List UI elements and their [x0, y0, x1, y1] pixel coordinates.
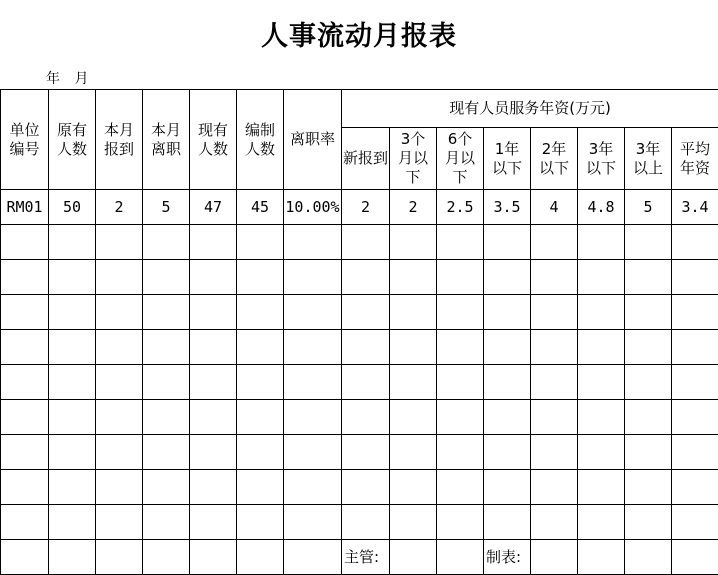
table-cell[interactable] [437, 400, 484, 435]
table-cell[interactable] [342, 295, 390, 330]
table-cell[interactable] [342, 365, 390, 400]
table-cell[interactable] [484, 435, 531, 470]
table-cell[interactable]: 45 [237, 190, 284, 225]
table-cell[interactable] [672, 225, 718, 260]
table-cell[interactable] [484, 260, 531, 295]
table-cell[interactable]: 4 [531, 190, 578, 225]
empty-row [1, 365, 718, 400]
table-cell[interactable] [390, 225, 437, 260]
table-cell[interactable] [578, 435, 625, 470]
header-sub: 2年以下 [531, 128, 578, 190]
header-sub: 新报到 [342, 128, 390, 190]
table-cell[interactable] [284, 540, 342, 575]
table-cell[interactable] [672, 295, 718, 330]
header-unit-no: 单位编号 [1, 90, 49, 190]
table-cell[interactable] [437, 540, 484, 575]
table-cell[interactable] [49, 540, 96, 575]
table-cell[interactable] [237, 365, 284, 400]
table-cell[interactable] [1, 505, 49, 540]
table-cell[interactable] [390, 435, 437, 470]
table-cell[interactable] [578, 260, 625, 295]
table-cell[interactable] [96, 505, 143, 540]
table-cell[interactable] [672, 260, 718, 295]
table-cell[interactable] [237, 225, 284, 260]
table-cell[interactable]: 5 [143, 190, 190, 225]
table-cell[interactable] [578, 330, 625, 365]
table-cell[interactable] [437, 365, 484, 400]
table-cell[interactable] [237, 295, 284, 330]
table-cell[interactable]: 2 [390, 190, 437, 225]
table-cell[interactable]: 2 [342, 190, 390, 225]
table-cell[interactable] [1, 295, 49, 330]
table-cell[interactable] [49, 295, 96, 330]
supervisor-label: 主管: [342, 540, 390, 575]
table-cell[interactable] [143, 435, 190, 470]
table-cell[interactable] [237, 400, 284, 435]
table-cell[interactable] [578, 505, 625, 540]
table-cell[interactable] [237, 505, 284, 540]
table-cell[interactable] [625, 505, 672, 540]
year-month-label: 年 月 [46, 68, 88, 88]
table-cell[interactable] [672, 470, 718, 505]
table-cell[interactable] [143, 400, 190, 435]
table-cell[interactable] [531, 435, 578, 470]
empty-row [1, 225, 718, 260]
table-cell[interactable] [1, 400, 49, 435]
table-cell[interactable] [237, 540, 284, 575]
table-cell[interactable] [437, 330, 484, 365]
table-cell[interactable] [96, 330, 143, 365]
table-cell[interactable] [143, 365, 190, 400]
table-cell[interactable] [143, 330, 190, 365]
table-cell[interactable] [484, 470, 531, 505]
table-cell[interactable] [578, 365, 625, 400]
report-title: 人事流动月报表 [0, 14, 718, 53]
table-cell[interactable] [237, 260, 284, 295]
table-cell[interactable] [1, 365, 49, 400]
table-cell[interactable] [237, 330, 284, 365]
table-cell[interactable]: RM01 [1, 190, 49, 225]
header-turnover: 离职率 [284, 90, 342, 190]
table-cell[interactable] [625, 260, 672, 295]
table-cell[interactable] [625, 540, 672, 575]
table-cell[interactable] [672, 365, 718, 400]
table-cell[interactable] [284, 225, 342, 260]
table-cell[interactable] [49, 400, 96, 435]
table-cell[interactable] [49, 260, 96, 295]
table-cell[interactable] [390, 505, 437, 540]
table-cell[interactable] [578, 295, 625, 330]
table-cell[interactable] [672, 435, 718, 470]
table-cell[interactable] [143, 540, 190, 575]
table-cell[interactable] [484, 400, 531, 435]
table-cell[interactable] [390, 540, 437, 575]
table-row [1, 190, 718, 225]
table-cell[interactable] [284, 505, 342, 540]
empty-row [1, 260, 718, 295]
table-cell[interactable] [49, 505, 96, 540]
table-cell[interactable] [672, 540, 718, 575]
empty-row [1, 470, 718, 505]
table-cell[interactable] [284, 365, 342, 400]
table-cell[interactable] [49, 225, 96, 260]
table-cell[interactable] [342, 260, 390, 295]
table-cell[interactable] [390, 330, 437, 365]
table-cell[interactable] [190, 295, 237, 330]
table-cell[interactable] [1, 260, 49, 295]
table-cell[interactable] [625, 400, 672, 435]
table-cell[interactable] [342, 505, 390, 540]
table-cell[interactable] [484, 225, 531, 260]
table-cell[interactable] [342, 400, 390, 435]
table-cell[interactable] [190, 225, 237, 260]
table-cell[interactable] [437, 505, 484, 540]
empty-row [1, 435, 718, 470]
table-cell[interactable] [284, 435, 342, 470]
table-cell[interactable] [342, 330, 390, 365]
table-cell[interactable] [284, 400, 342, 435]
header-original: 原有人数 [49, 90, 96, 190]
table-cell[interactable] [190, 540, 237, 575]
table-cell[interactable] [437, 295, 484, 330]
table-cell[interactable] [1, 330, 49, 365]
table-cell[interactable]: 5 [625, 190, 672, 225]
table-cell[interactable] [531, 330, 578, 365]
table-cell[interactable] [284, 295, 342, 330]
table-cell[interactable] [143, 470, 190, 505]
table-cell[interactable] [531, 295, 578, 330]
empty-row [1, 400, 718, 435]
table-cell[interactable] [625, 295, 672, 330]
table-cell[interactable] [390, 365, 437, 400]
header-joined: 本月报到 [96, 90, 143, 190]
table-cell[interactable]: 2.5 [437, 190, 484, 225]
table-cell[interactable] [390, 470, 437, 505]
table-cell[interactable] [96, 295, 143, 330]
table-cell[interactable] [531, 260, 578, 295]
table-cell[interactable] [578, 400, 625, 435]
table-cell[interactable] [1, 225, 49, 260]
table-cell[interactable] [672, 400, 718, 435]
table-cell[interactable] [342, 470, 390, 505]
table-cell[interactable] [190, 330, 237, 365]
header-sub: 3个月以下 [390, 128, 437, 190]
empty-row [1, 330, 718, 365]
table-cell[interactable] [484, 505, 531, 540]
table-cell[interactable] [96, 225, 143, 260]
table-cell[interactable] [96, 470, 143, 505]
empty-row [1, 505, 718, 540]
table-cell[interactable] [143, 260, 190, 295]
table-cell[interactable] [390, 260, 437, 295]
table-cell[interactable] [49, 330, 96, 365]
table-cell[interactable] [531, 225, 578, 260]
table-cell[interactable] [342, 435, 390, 470]
table-cell[interactable] [672, 505, 718, 540]
header-quota: 编制人数 [237, 90, 284, 190]
table-cell[interactable] [625, 435, 672, 470]
table-cell[interactable] [531, 365, 578, 400]
table-cell[interactable] [437, 435, 484, 470]
table-cell[interactable] [284, 260, 342, 295]
table-cell[interactable] [237, 470, 284, 505]
table-cell[interactable]: 3.4 [672, 190, 718, 225]
table-cell[interactable] [143, 295, 190, 330]
header-sub: 6个月以下 [437, 128, 484, 190]
empty-row [1, 295, 718, 330]
table-cell[interactable] [1, 540, 49, 575]
table-cell[interactable] [578, 470, 625, 505]
table-cell[interactable] [190, 400, 237, 435]
table-cell[interactable] [143, 505, 190, 540]
table-cell[interactable] [96, 260, 143, 295]
table-cell[interactable] [531, 470, 578, 505]
table-cell[interactable] [190, 260, 237, 295]
table-cell[interactable] [484, 365, 531, 400]
table-cell[interactable] [437, 260, 484, 295]
table-cell[interactable] [625, 365, 672, 400]
table-cell[interactable] [237, 435, 284, 470]
header-current: 现有人数 [190, 90, 237, 190]
table-cell[interactable] [284, 330, 342, 365]
table-cell[interactable]: 50 [49, 190, 96, 225]
header-sub: 平均年资 [672, 128, 718, 190]
preparer-label: 制表: [484, 540, 531, 575]
table-cell[interactable] [190, 365, 237, 400]
table-cell[interactable] [672, 330, 718, 365]
table-cell[interactable] [96, 400, 143, 435]
table-cell[interactable] [484, 295, 531, 330]
table-cell[interactable] [49, 365, 96, 400]
table-cell[interactable] [1, 435, 49, 470]
empty-row [1, 540, 718, 575]
table-cell[interactable] [437, 470, 484, 505]
table-cell[interactable] [96, 540, 143, 575]
table-cell[interactable] [49, 470, 96, 505]
table-cell[interactable] [390, 295, 437, 330]
table-cell[interactable] [96, 435, 143, 470]
table-cell[interactable] [625, 225, 672, 260]
header-left: 本月离职 [143, 90, 190, 190]
table-cell[interactable] [578, 540, 625, 575]
table-cell[interactable] [531, 505, 578, 540]
table-cell[interactable] [531, 400, 578, 435]
table-cell[interactable] [1, 470, 49, 505]
table-cell[interactable] [284, 470, 342, 505]
header-service-group: 现有人员服务年资(万元) [342, 90, 718, 128]
table-cell[interactable] [190, 505, 237, 540]
table-cell[interactable]: 10.00% [284, 190, 342, 225]
table-cell[interactable] [625, 470, 672, 505]
table-cell[interactable] [625, 330, 672, 365]
table-cell[interactable] [143, 225, 190, 260]
table-cell[interactable]: 4.8 [578, 190, 625, 225]
header-sub: 3年以下 [578, 128, 625, 190]
table-cell[interactable] [190, 470, 237, 505]
table-cell[interactable] [531, 540, 578, 575]
table-cell[interactable] [190, 435, 237, 470]
report-table [0, 89, 718, 575]
table-cell[interactable]: 2 [96, 190, 143, 225]
table-cell[interactable] [578, 225, 625, 260]
table-cell[interactable] [49, 435, 96, 470]
table-cell[interactable] [390, 400, 437, 435]
table-cell[interactable] [484, 330, 531, 365]
table-cell[interactable]: 47 [190, 190, 237, 225]
table-cell[interactable] [96, 365, 143, 400]
header-sub: 3年以上 [625, 128, 672, 190]
header-sub: 1年以下 [484, 128, 531, 190]
table-cell[interactable] [342, 225, 390, 260]
table-cell[interactable]: 3.5 [484, 190, 531, 225]
table-cell[interactable] [437, 225, 484, 260]
